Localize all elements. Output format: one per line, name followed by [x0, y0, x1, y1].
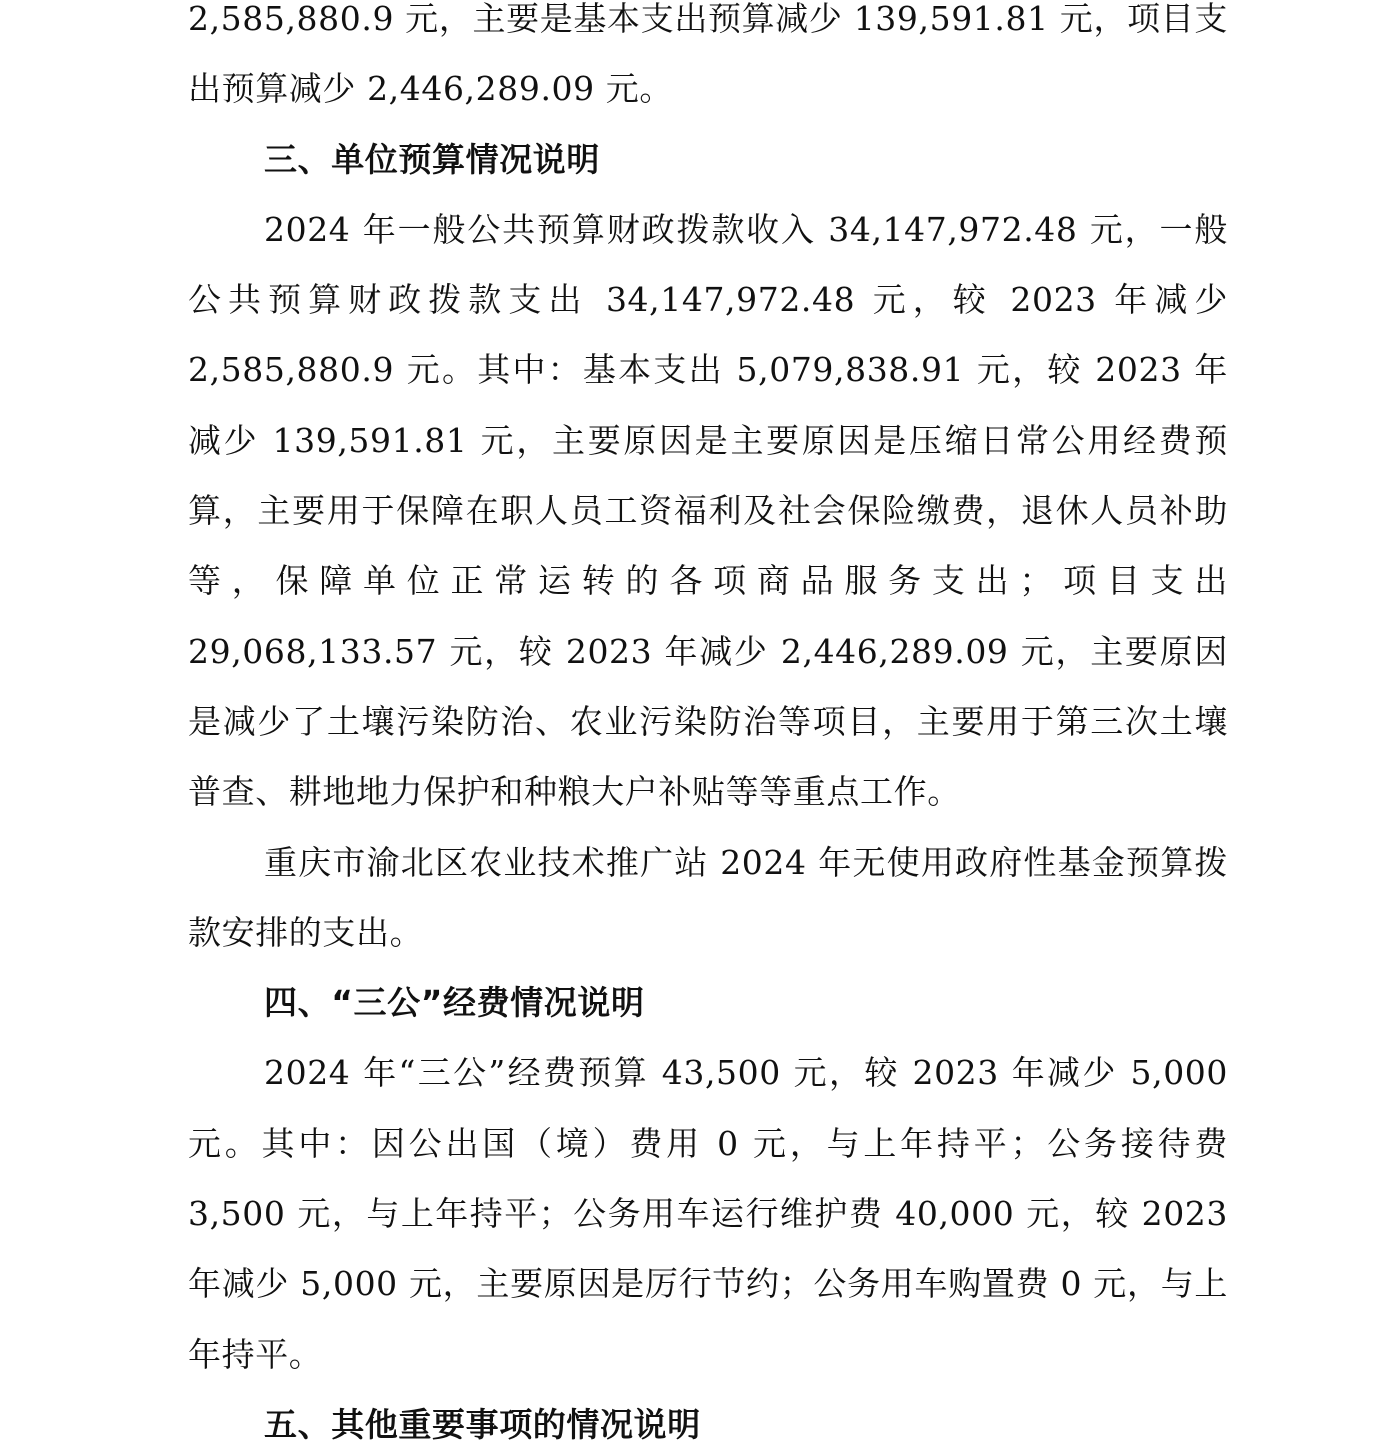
section-three-heading: 三、单位预算情况说明 — [264, 139, 600, 179]
section-four-paragraph-1: 2024 年“三公”经费预算 43,500 元，较 2023 年减少 5,000 元。其中：因公出国（境）费用 0 元，与上年持平；公务接待费 3,500 元，与上年持平；公务用车运行维护费 40,000 元，较 2023 年减少 5,000 元，主要原因是厉行节约；公务用车购置费 0 元，与上年持平。 — [188, 1053, 1228, 1374]
section-three-paragraph-1: 2024 年一般公共预算财政拨款收入 34,147,972.48 元，一般公共预算财政拨款支出 34,147,972.48 元，较 2023 年减少 2,585,880.9 元。其中：基本支出 5,079,838.91 元，较 2023 年减少 139,591.81 元，主要原因是主要原因是压缩日常公用经费预算，主要用于保障在职人员工资福利及社会保险缴费，退休人员补助等，保障单位正常运转的各项商品服务支出；项目支出 29,068,133.57 元，较 2023 年减少 2,446,289.09 元，主要原因是减少了土壤污染防治、农业污染防治等项目，主要用于第三次土壤普查、耕地地力保护和种粮大户补贴等等重点工作。 — [188, 209, 1228, 812]
document-body — [188, 0, 1228, 1456]
section-five-heading: 五、其他重要事项的情况说明 — [264, 1404, 701, 1444]
section-four-heading: 四、“三公”经费情况说明 — [264, 983, 645, 1023]
continuation-paragraph: 2,585,880.9 元，主要是基本支出预算减少 139,591.81 元，项目支出预算减少 2,446,289.09 元。 — [188, 0, 1228, 109]
section-three-paragraph-2: 重庆市渝北区农业技术推广站 2024 年无使用政府性基金预算拨款安排的支出。 — [188, 842, 1228, 952]
